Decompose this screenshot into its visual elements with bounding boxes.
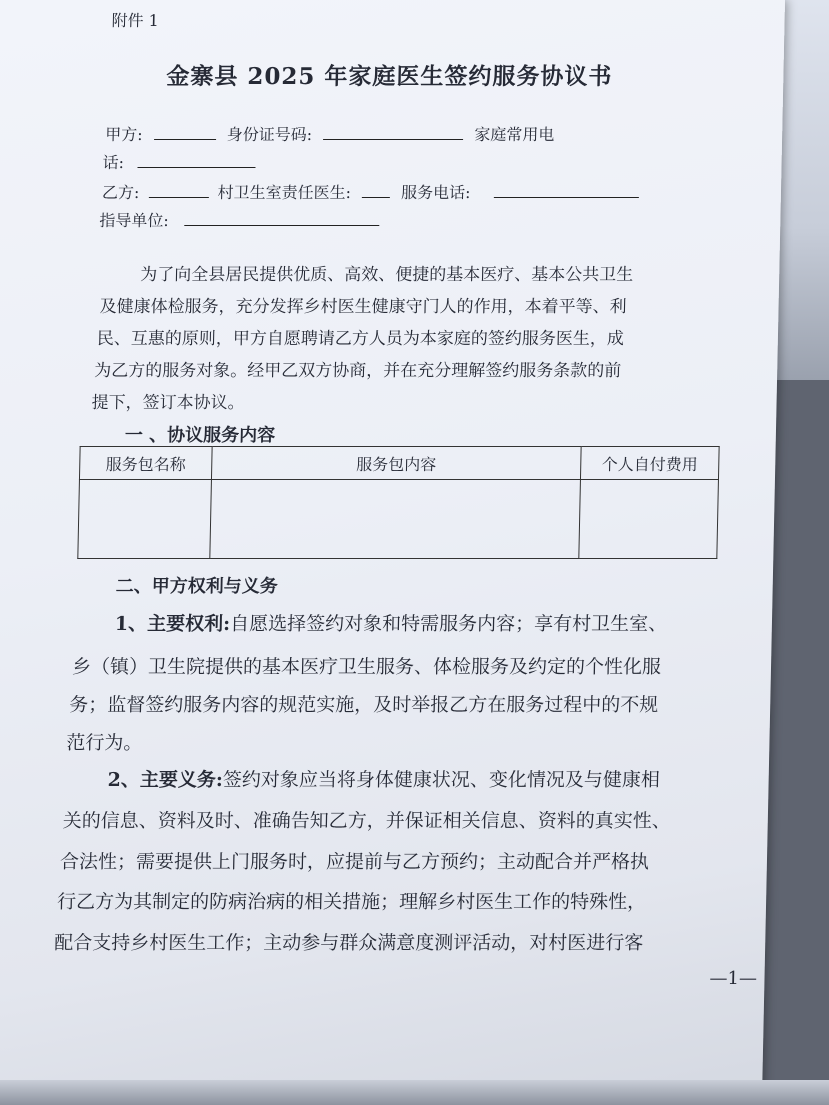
section-heading-party-a-rights: 二、甲方权利与义务	[115, 576, 278, 597]
duties-line: 配合支持乡村医生工作；主动参与群众满意度测评活动，对村医进行客	[54, 932, 644, 954]
header-package-content: 服务包内容	[211, 447, 581, 480]
table-row	[78, 480, 719, 559]
intro-line: 提下，签订本协议。	[91, 393, 245, 413]
table-header-row	[79, 447, 719, 480]
page-number: —1—	[709, 968, 758, 989]
id-number-label: 身份证号码:	[226, 125, 313, 144]
header-package-name: 服务包名称	[79, 447, 212, 480]
header-self-pay: 个人自付费用	[580, 447, 719, 480]
duties-line: 关的信息、资料及时、准确告知乙方，并保证相关信息、资料的真实性、	[62, 810, 672, 832]
duties-line: 行乙方为其制定的防病治病的相关措施；理解乡村医生工作的特殊性，	[56, 891, 647, 913]
service-phone-label: 服务电话:	[400, 183, 471, 202]
intro-line: 为乙方的服务对象。经甲乙双方协商，并在充分理解签约服务条款的前	[94, 361, 622, 381]
home-phone-blank[interactable]	[137, 153, 255, 168]
package-content-cell[interactable]	[210, 480, 581, 559]
party-a-row	[105, 122, 555, 145]
guide-unit-blank[interactable]	[184, 211, 379, 226]
package-name-cell[interactable]	[78, 480, 212, 559]
service-phone-blank[interactable]	[494, 183, 639, 198]
guide-unit-row	[99, 208, 379, 231]
bottom-background-strip	[0, 1080, 829, 1105]
self-pay-cell[interactable]	[579, 480, 719, 559]
intro-line: 及健康体检服务，充分发挥乡村医生健康守门人的作用，本着平等、利	[99, 297, 627, 317]
rights-first-line	[115, 609, 668, 636]
duties-text: 签约对象应当将身体健康状况、变化情况及与健康相	[222, 769, 661, 791]
duties-label: 2、主要义务:	[107, 769, 224, 791]
party-a-label: 甲方:	[104, 125, 143, 144]
id-number-blank[interactable]	[323, 125, 463, 140]
guide-unit-label: 指导单位:	[99, 211, 169, 230]
intro-line: 民、互惠的原则，甲方自愿聘请乙方人员为本家庭的签约服务医生，成	[96, 329, 625, 349]
home-phone-row	[102, 150, 255, 173]
home-phone-label-cont: 话:	[102, 153, 125, 172]
intro-line: 为了向全县居民提供优质、高效、便捷的基本医疗、基本公共卫生	[140, 265, 634, 285]
rights-line: 务；监督签约服务内容的规范实施，及时举报乙方在服务过程中的不规	[69, 694, 659, 716]
village-doctor-label: 村卫生室责任医生:	[217, 183, 352, 202]
service-package-table	[77, 446, 719, 559]
home-phone-label: 家庭常用电	[474, 125, 555, 144]
rights-line: 乡（镇）卫生院提供的基本医疗卫生服务、体检服务及约定的个性化服	[71, 656, 662, 678]
attachment-label: 附件 1	[111, 11, 160, 30]
village-doctor-blank[interactable]	[362, 183, 390, 198]
section-heading-service-content: 一 、协议服务内容	[124, 425, 276, 446]
rights-text: 自愿选择签约对象和特需服务内容；享有村卫生室、	[229, 613, 668, 635]
party-b-label: 乙方:	[101, 183, 140, 202]
document-title: 金寨县 2025 年家庭医生签约服务协议书	[166, 63, 613, 90]
party-b-name-blank[interactable]	[148, 183, 208, 198]
party-a-name-blank[interactable]	[154, 125, 216, 140]
rights-label: 1、主要权利:	[114, 613, 231, 635]
party-b-row	[102, 180, 639, 203]
rights-line: 范行为。	[66, 732, 143, 754]
duties-line: 合法性；需要提供上门服务时，应提前与乙方预约；主动配合并严格执	[59, 851, 650, 873]
duties-first-line	[107, 765, 660, 792]
